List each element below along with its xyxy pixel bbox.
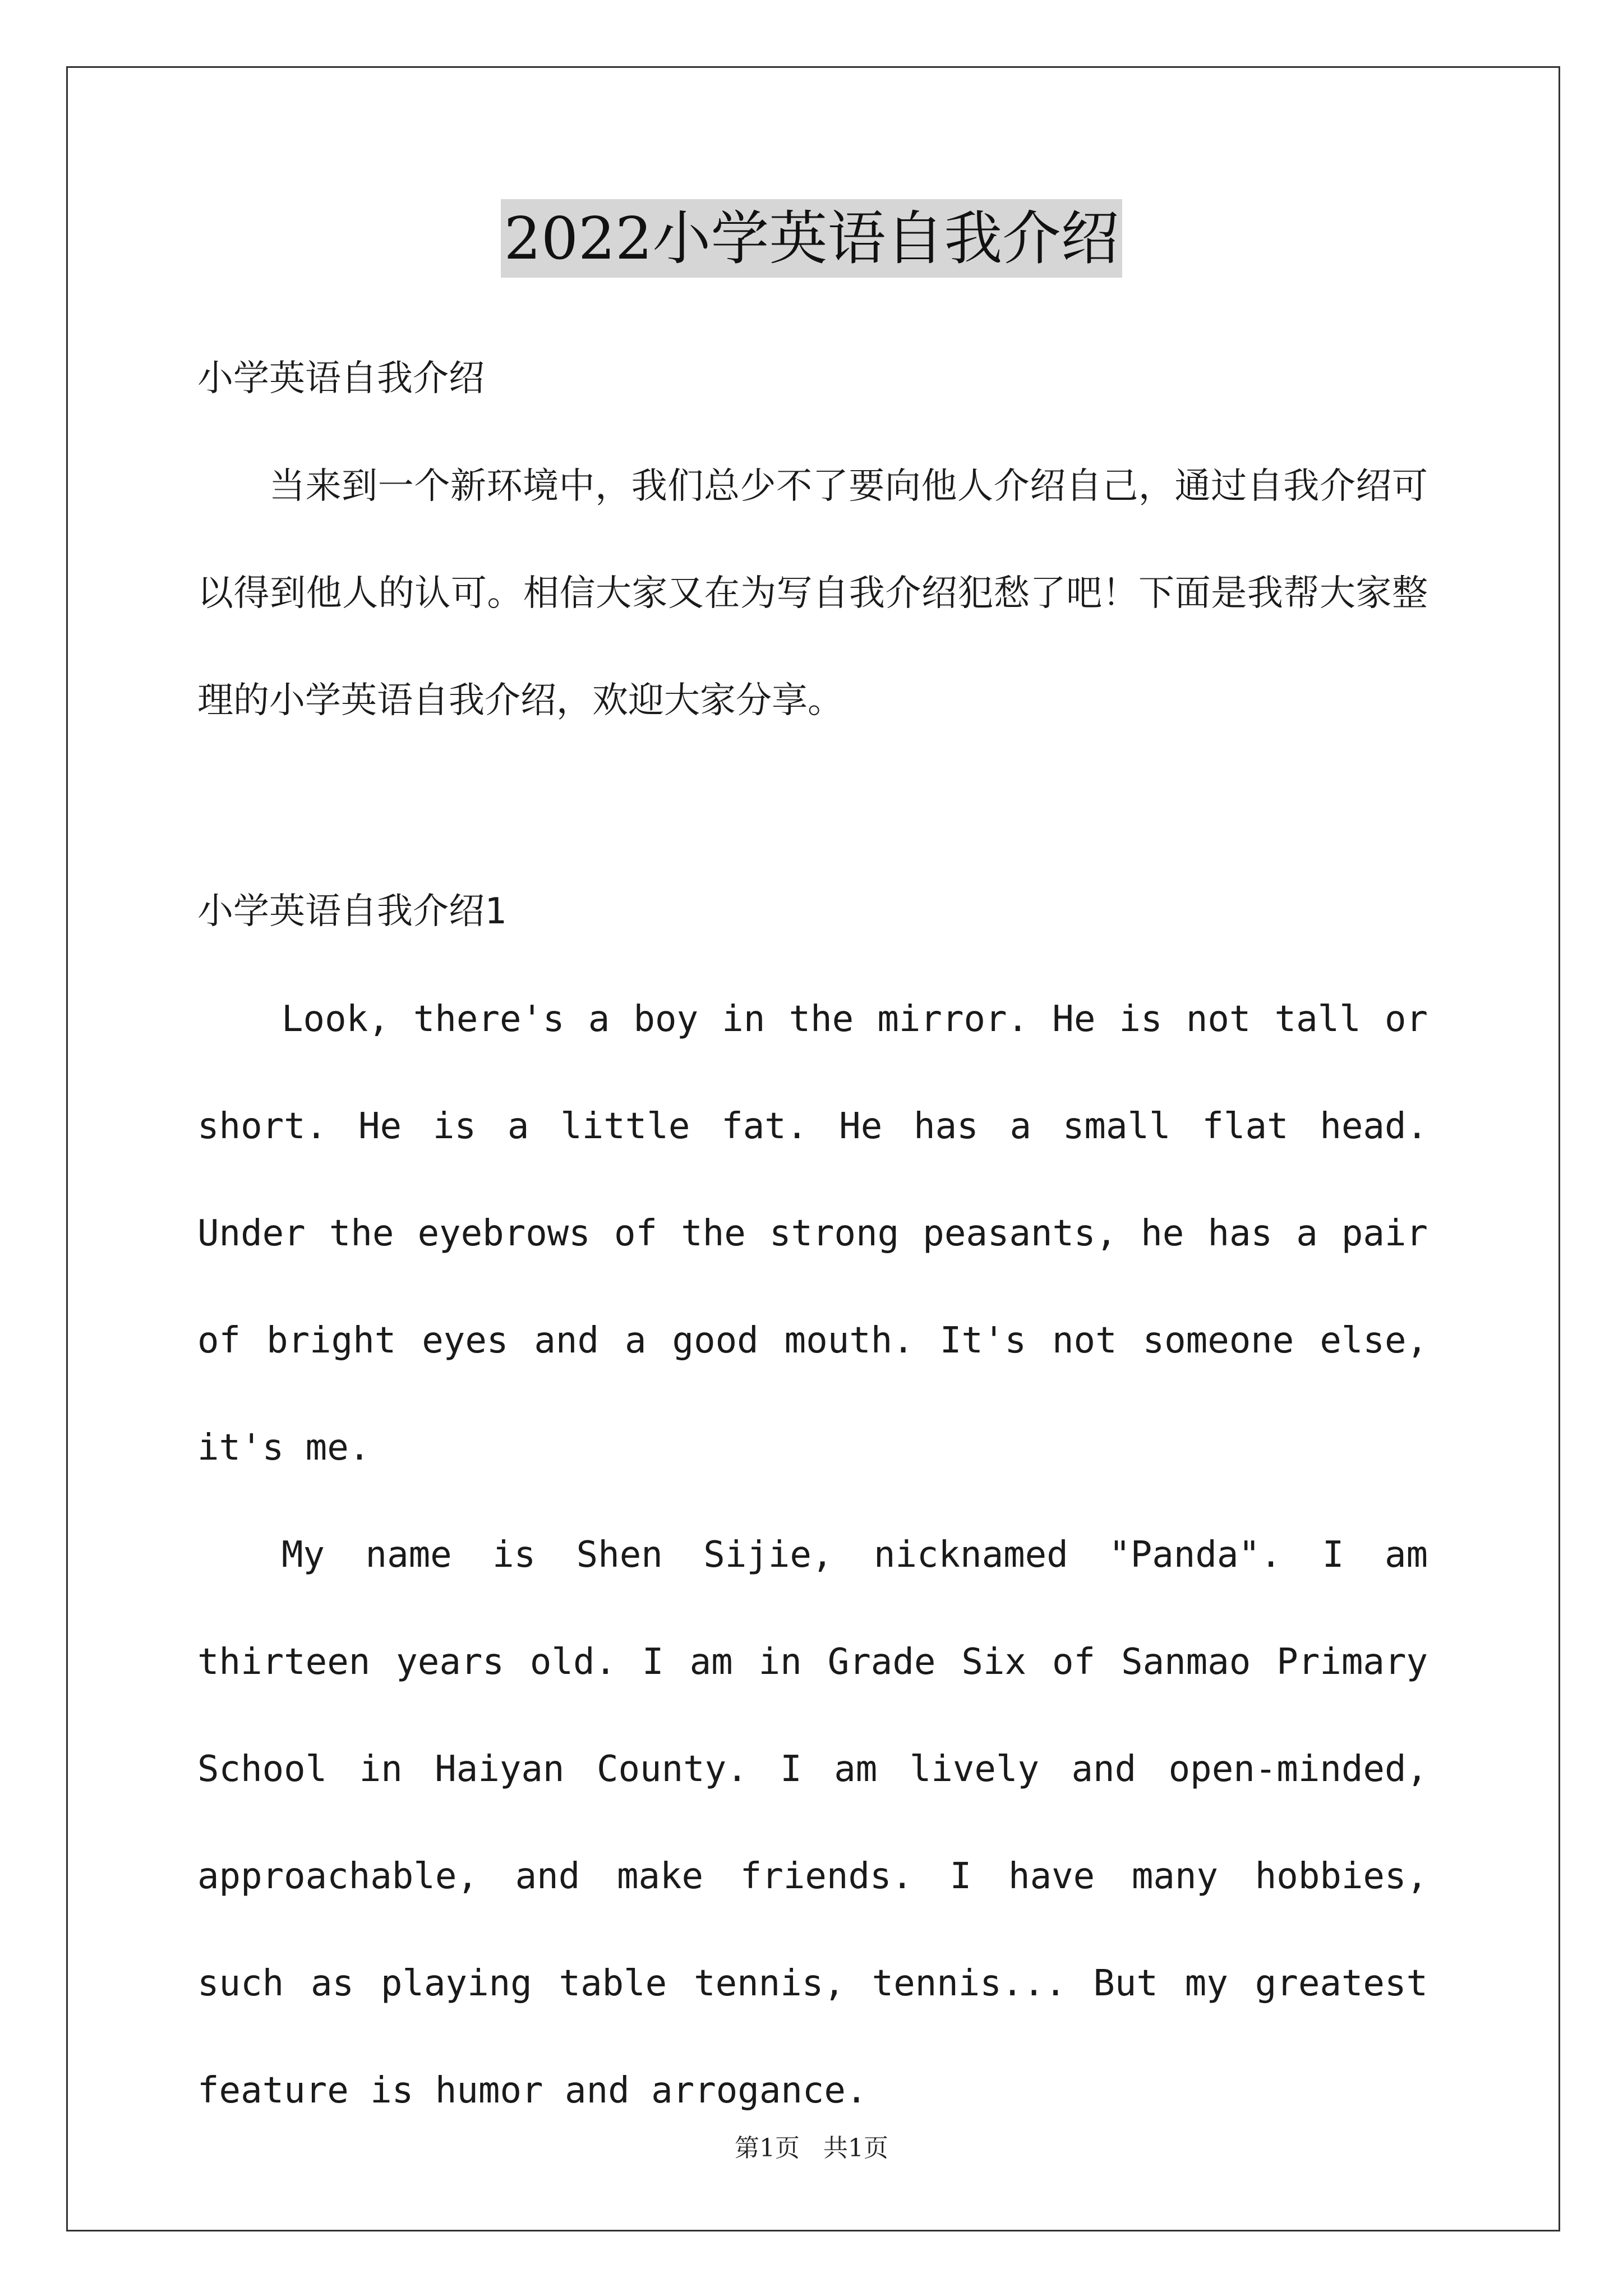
intro-section bbox=[197, 433, 1428, 754]
intro-paragraph: 当来到一个新环境中，我们总少不了要向他人介绍自己，通过自我介绍可以得到他人的认可。相信大家又在为写自我介绍犯愁了吧！下面是我帮大家整理的小学英语自我介绍，欢迎大家分享。 bbox=[197, 466, 1428, 721]
body-paragraph: My name is Shen Sijie, nicknamed "Panda". I am thirteen years old. I am in Grade Six of Sanmao Primary School in Haiyan County. I am lively and open-minded, approachable, and make friends. I have many hobbies, such as playing table tennis, tennis... But my greatest feature is humor and arrogance. bbox=[197, 1534, 1428, 2111]
title-container bbox=[0, 199, 1623, 278]
body-paragraph: Look, there's a boy in the mirror. He is not tall or short. He is a little fat. He has a small flat head. Under the eyebrows of the strong peasants, he has a pair of bright eyes and a good mouth. It's not someone else, it's me. bbox=[197, 999, 1428, 1469]
document-title: 2022小学英语自我介绍 bbox=[501, 199, 1123, 278]
essay-body bbox=[197, 966, 1428, 2145]
page-number-footer: 第1页 共1页 bbox=[735, 2134, 888, 2162]
section-heading: 小学英语自我介绍1 bbox=[197, 891, 506, 932]
document-subtitle: 小学英语自我介绍 bbox=[197, 358, 485, 399]
